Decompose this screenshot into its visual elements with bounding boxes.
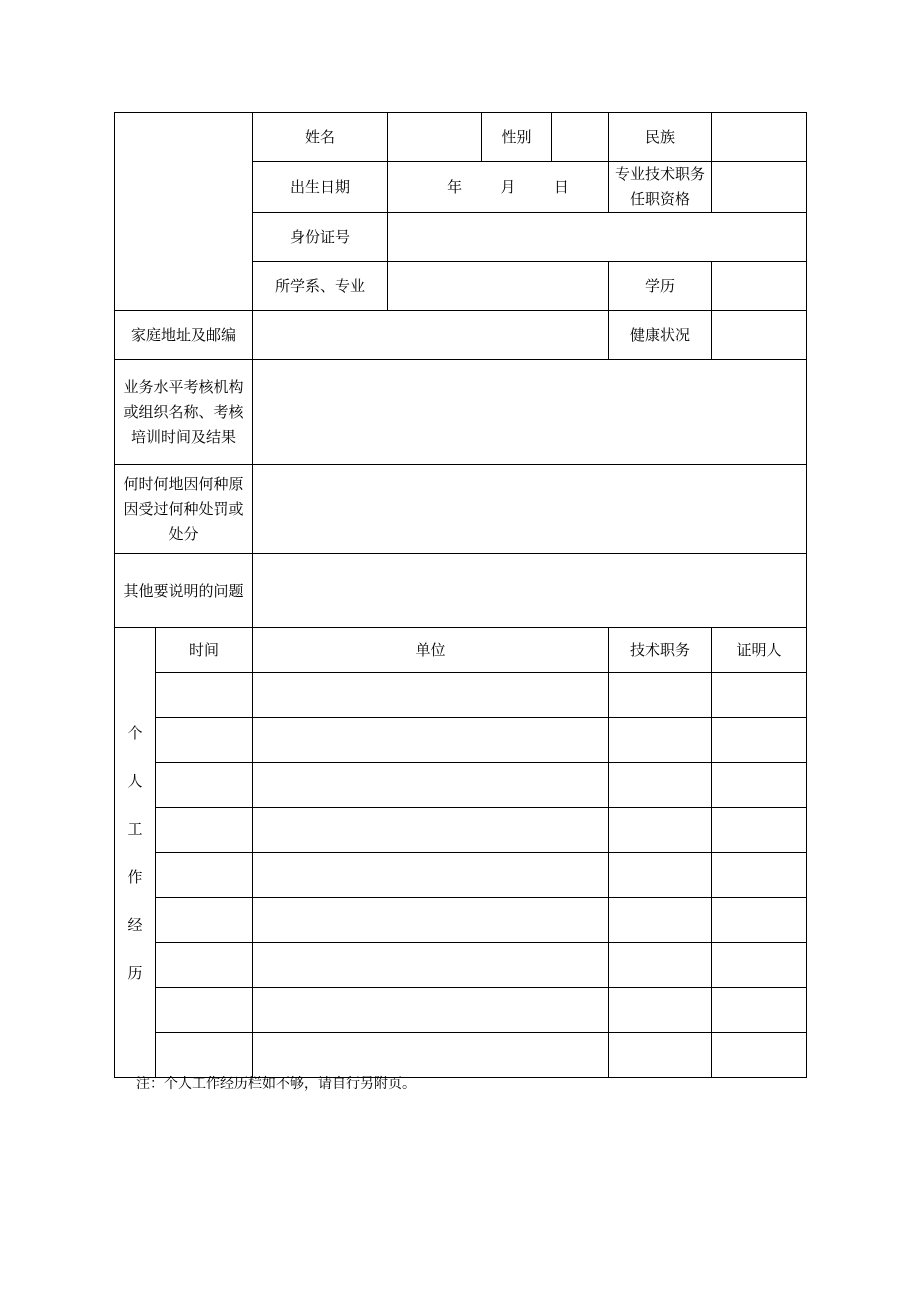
work-position-cell[interactable] — [609, 853, 712, 898]
work-unit-cell[interactable] — [253, 898, 609, 943]
work-witness-cell[interactable] — [712, 1033, 807, 1078]
other-issues-field[interactable] — [253, 554, 807, 628]
id-number-label: 身份证号 — [253, 213, 388, 262]
work-time-cell[interactable] — [156, 943, 253, 988]
work-position-cell[interactable] — [609, 808, 712, 853]
other-issues-label: 其他要说明的问题 — [115, 554, 253, 628]
application-form-table — [114, 112, 807, 1078]
work-history-char: 个 — [127, 723, 143, 742]
title-qualification-field[interactable] — [712, 162, 807, 213]
work-time-cell[interactable] — [156, 808, 253, 853]
work-history-row — [115, 718, 807, 763]
work-unit-cell[interactable] — [253, 943, 609, 988]
work-unit-cell[interactable] — [253, 763, 609, 808]
education-field[interactable] — [712, 262, 807, 311]
work-history-char: 历 — [127, 963, 143, 982]
work-position-cell[interactable] — [609, 988, 712, 1033]
major-label: 所学系、专业 — [253, 262, 388, 311]
work-time-cell[interactable] — [156, 853, 253, 898]
work-witness-header: 证明人 — [712, 628, 807, 673]
work-witness-cell[interactable] — [712, 853, 807, 898]
education-label: 学历 — [609, 262, 712, 311]
penalty-label — [115, 465, 253, 554]
name-field[interactable] — [388, 113, 482, 162]
title-qualification-label — [609, 162, 712, 213]
work-unit-cell[interactable] — [253, 988, 609, 1033]
penalty-label-line2: 因受过何种处罚或 — [123, 499, 244, 518]
birth-year-unit: 年 — [447, 178, 463, 196]
work-history-char: 经 — [127, 915, 143, 934]
work-history-row — [115, 853, 807, 898]
work-witness-cell[interactable] — [712, 673, 807, 718]
work-history-char: 工 — [127, 819, 143, 838]
birth-date-label: 出生日期 — [253, 162, 388, 213]
gender-field[interactable] — [552, 113, 609, 162]
work-witness-cell[interactable] — [712, 718, 807, 763]
name-label: 姓名 — [253, 113, 388, 162]
work-unit-cell[interactable] — [253, 808, 609, 853]
title-label-line1: 专业技术职务 — [614, 165, 705, 183]
work-history-row — [115, 673, 807, 718]
work-time-cell[interactable] — [156, 673, 253, 718]
ethnicity-label: 民族 — [609, 113, 712, 162]
title-label-line2: 任职资格 — [629, 190, 690, 208]
footnote: 注：个人工作经历栏如不够，请自行另附页。 — [136, 1076, 416, 1092]
assessment-label-line3: 培训时间及结果 — [130, 427, 236, 446]
work-unit-header: 单位 — [253, 628, 609, 673]
work-history-row — [115, 898, 807, 943]
work-history-row — [115, 943, 807, 988]
ethnicity-field[interactable] — [712, 113, 807, 162]
assessment-label — [115, 360, 253, 465]
work-witness-cell[interactable] — [712, 808, 807, 853]
work-time-cell[interactable] — [156, 763, 253, 808]
work-unit-cell[interactable] — [253, 673, 609, 718]
assessment-label-line1: 业务水平考核机构 — [123, 377, 244, 396]
work-witness-cell[interactable] — [712, 943, 807, 988]
work-unit-cell[interactable] — [253, 1033, 609, 1078]
major-field[interactable] — [388, 262, 609, 311]
penalty-label-line1: 何时何地因何种原 — [123, 474, 244, 493]
id-number-field[interactable] — [388, 213, 807, 262]
work-time-cell[interactable] — [156, 718, 253, 763]
work-position-cell[interactable] — [609, 1033, 712, 1078]
work-history-row — [115, 988, 807, 1033]
work-history-row — [115, 763, 807, 808]
address-field[interactable] — [253, 311, 609, 360]
work-history-char: 人 — [127, 771, 143, 790]
health-label: 健康状况 — [609, 311, 712, 360]
work-position-cell[interactable] — [609, 718, 712, 763]
photo-cell[interactable] — [115, 113, 253, 311]
address-label: 家庭地址及邮编 — [115, 311, 253, 360]
work-witness-cell[interactable] — [712, 763, 807, 808]
work-position-header: 技术职务 — [609, 628, 712, 673]
work-history-row — [115, 1033, 807, 1078]
health-field[interactable] — [712, 311, 807, 360]
assessment-label-line2: 或组织名称、考核 — [123, 402, 244, 421]
work-position-cell[interactable] — [609, 943, 712, 988]
work-history-row — [115, 808, 807, 853]
birth-month-unit: 月 — [500, 178, 516, 196]
work-time-header: 时间 — [156, 628, 253, 673]
assessment-field[interactable] — [253, 360, 807, 465]
penalty-label-line3: 处分 — [168, 524, 199, 543]
work-time-cell[interactable] — [156, 898, 253, 943]
birth-day-unit: 日 — [553, 178, 569, 196]
work-witness-cell[interactable] — [712, 988, 807, 1033]
work-unit-cell[interactable] — [253, 853, 609, 898]
work-time-cell[interactable] — [156, 1033, 253, 1078]
work-position-cell[interactable] — [609, 673, 712, 718]
penalty-field[interactable] — [253, 465, 807, 554]
work-witness-cell[interactable] — [712, 898, 807, 943]
gender-label: 性别 — [482, 113, 552, 162]
work-position-cell[interactable] — [609, 898, 712, 943]
work-history-section-label — [115, 628, 156, 1078]
birth-date-field[interactable] — [388, 162, 609, 213]
work-history-char: 作 — [127, 867, 143, 886]
work-position-cell[interactable] — [609, 763, 712, 808]
work-time-cell[interactable] — [156, 988, 253, 1033]
work-unit-cell[interactable] — [253, 718, 609, 763]
